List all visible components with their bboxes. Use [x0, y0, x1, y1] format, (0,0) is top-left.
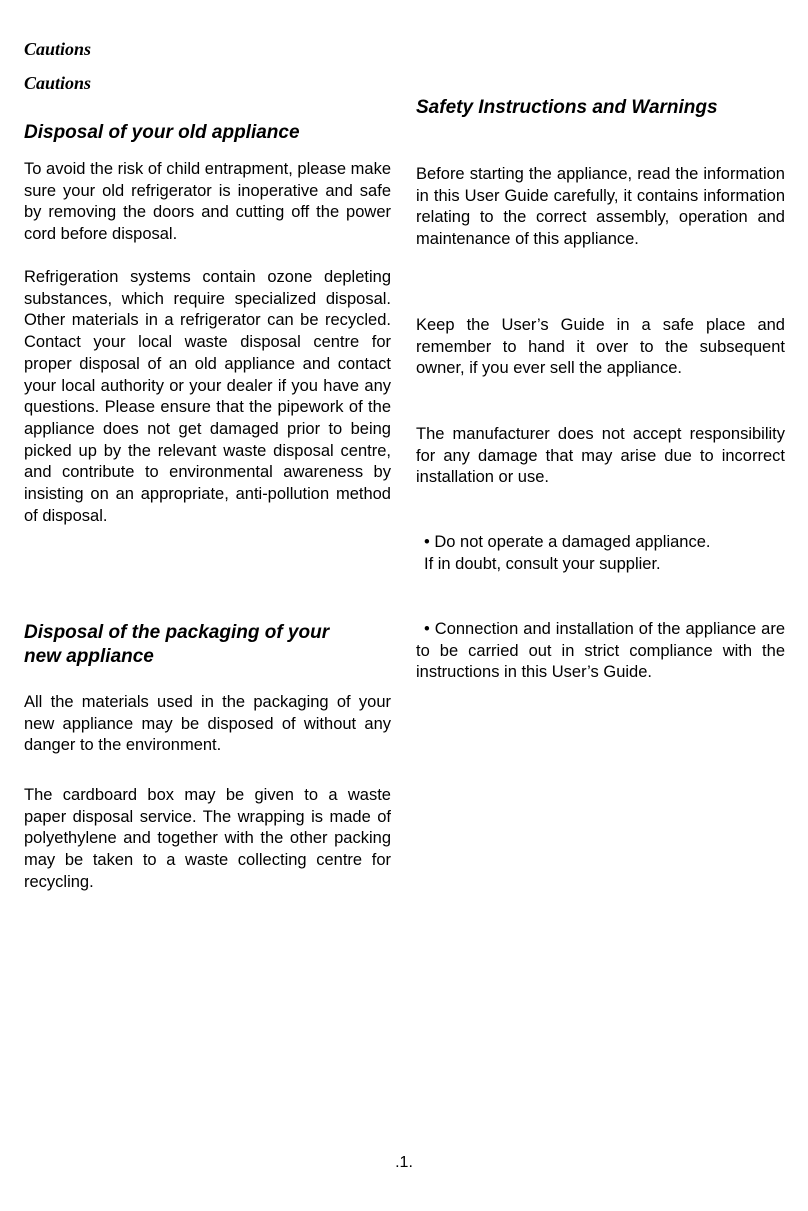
paragraph-packaging-materials: All the materials used in the packaging of your new appliance may be disposed of without any danger to the environment. — [24, 693, 391, 755]
left-column — [24, 0, 391, 1211]
bullet-damaged-appliance: • Do not operate a damaged appliance. — [424, 533, 711, 551]
paragraph-cardboard-box: The cardboard box may be given to a waste paper disposal service. The wrapping is made of polyethylene and together with the other packing may be taken to a waste collecting centre for recycling. — [24, 786, 391, 891]
paragraph-keep-user-guide: Keep the User’s Guide in a safe place and remember to hand it over to the subsequent owner, if you ever sell the appliance. — [416, 316, 785, 378]
section-heading-safety-instructions: Safety Instructions and Warnings — [416, 97, 718, 118]
section-heading-disposal-old: Disposal of your old appliance — [24, 122, 300, 143]
paragraph-child-entrapment: To avoid the risk of child entrapment, please make sure your old refrigerator is inoperative and safe by removing the doors and cutting off the power cord before disposal. — [24, 160, 391, 244]
paragraph-refrigeration-systems: Refrigeration systems contain ozone depleting substances, which require specialized disposal. Other materials in a refrigerator can be recycled. Contact your local waste disposal centre for proper disposal of an old appliance and contact your local authority or your dealer if you have any questions. Please ensure that the pipework of the appliance does not get damaged prior to being picked up by the relevant waste disposal centre, and contribute to environmental awareness by insisting on an appropriate, anti-pollution method of disposal. — [24, 268, 391, 525]
page-header-title: Cautions — [24, 39, 92, 59]
section-heading-disposal-packaging: Disposal of the packaging of your new appliance — [24, 622, 330, 667]
bullet-damaged-appliance-note: If in doubt, consult your supplier. — [424, 555, 661, 573]
paragraph-read-user-guide: Before starting the appliance, read the information in this User Guide carefully, it contains information relating to the correct assembly, operation and maintenance of this appliance. — [416, 165, 785, 249]
right-column — [416, 0, 785, 1211]
bullet-connection-installation: • Connection and installation of the appliance are to be carried out in strict compliance with the instructions in this User’s Guide. — [416, 620, 785, 682]
page-number: .1. — [395, 1154, 413, 1171]
paragraph-manufacturer-responsibility: The manufacturer does not accept responsibility for any damage that may arise due to incorrect installation or use. — [416, 425, 785, 487]
page-header-subtitle: Cautions — [24, 73, 92, 93]
